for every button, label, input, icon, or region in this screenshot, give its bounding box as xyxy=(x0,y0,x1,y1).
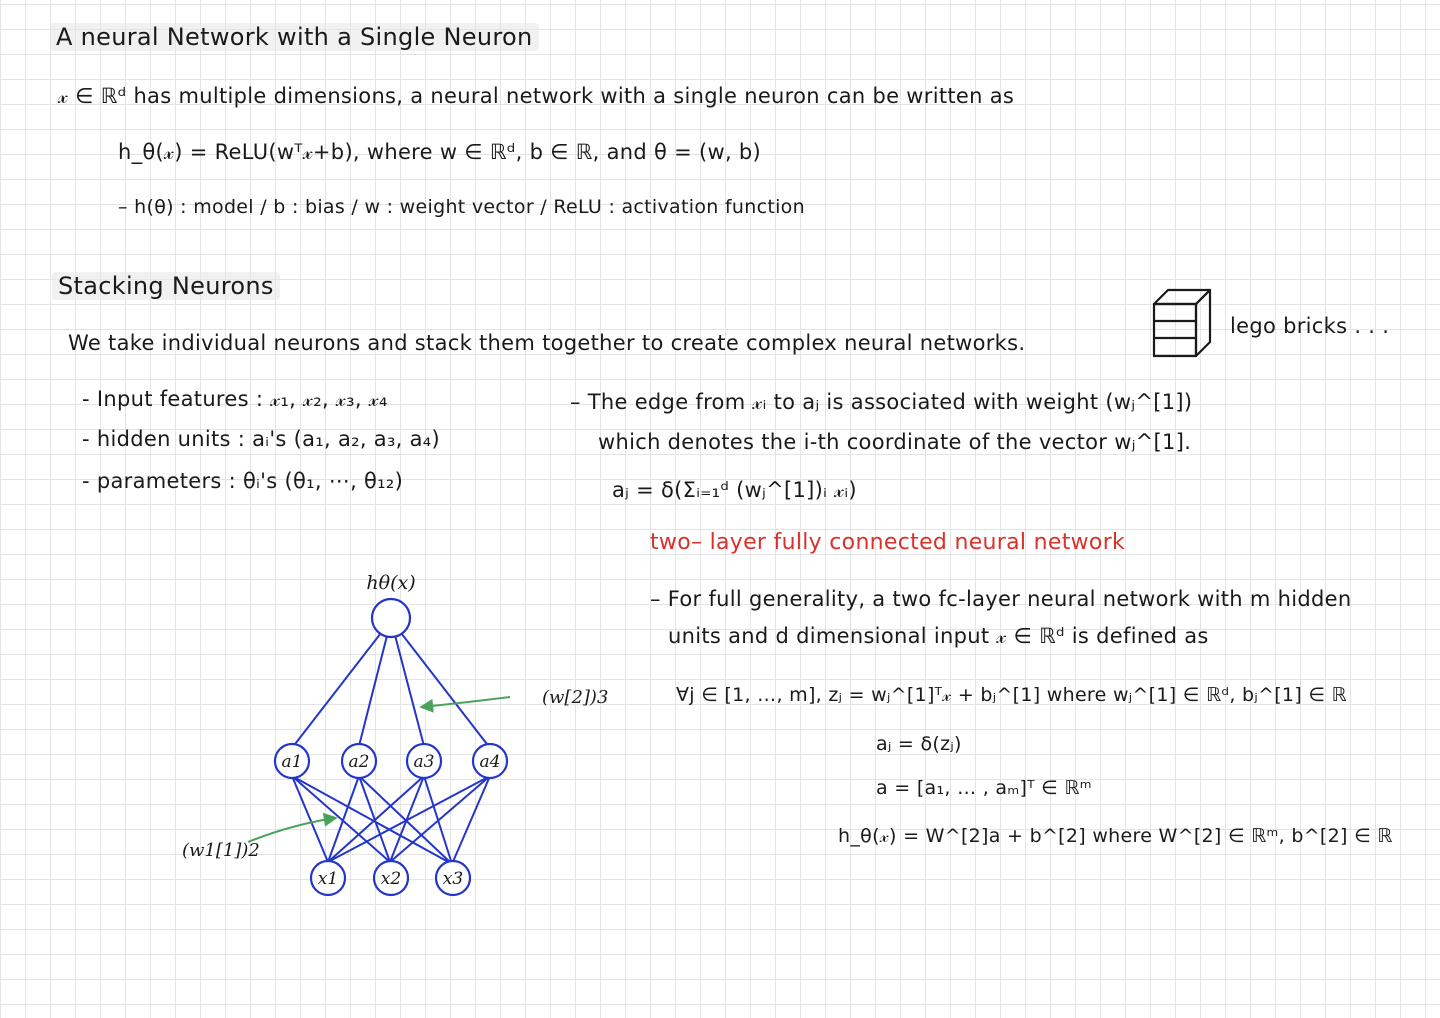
lego-bricks-icon xyxy=(1148,284,1228,364)
relu-formula: h_θ(𝓍) = ReLU(wᵀ𝓍+b), where w ∈ ℝᵈ, b ∈ ℝ, and θ = (w, b) xyxy=(118,140,762,164)
hidden-label-a3: a3 xyxy=(413,752,435,772)
hidden-label-a2: a2 xyxy=(348,752,370,772)
edge-weight-line-2: which denotes the i-th coordinate of the vector wⱼ^[1]. xyxy=(598,430,1192,454)
equation-z: ∀j ∈ [1, …, m], zⱼ = wⱼ^[1]ᵀ𝓍 + bⱼ^[1] where wⱼ^[1] ∈ ℝᵈ, bⱼ^[1] ∈ ℝ xyxy=(676,684,1347,706)
output-weight-arrow-icon xyxy=(422,697,510,707)
edge-output-a4 xyxy=(391,620,490,748)
input-weight-label: (w1[1])2 xyxy=(182,840,260,861)
hidden-label-a4: a4 xyxy=(479,752,501,772)
section-heading-single-neuron: A neural Network with a Single Neuron xyxy=(50,23,539,51)
generality-line-1: – For full generality, a two fc-layer neural network with m hidden xyxy=(650,587,1352,611)
output-node xyxy=(372,599,410,637)
input-weight-arrow-icon xyxy=(248,818,335,842)
edge-weight-line-1: – The edge from 𝓍ᵢ to aⱼ is associated with weight (wⱼ^[1]) xyxy=(570,390,1193,414)
generality-line-2: units and d dimensional input 𝓍 ∈ ℝᵈ is defined as xyxy=(668,624,1209,648)
symbol-legend: – h(θ) : model / b : bias / w : weight vector / ReLU : activation function xyxy=(118,196,805,218)
section-heading-stacking-neurons: Stacking Neurons xyxy=(52,272,280,300)
two-layer-network-title: two– layer fully connected neural network xyxy=(650,530,1126,555)
bullet-input-features: - Input features : 𝓍₁, 𝓍₂, 𝓍₃, 𝓍₄ xyxy=(82,387,388,411)
equation-a-vector: a = [a₁, … , aₘ]ᵀ ∈ ℝᵐ xyxy=(876,777,1092,799)
input-label-x1: x1 xyxy=(317,869,339,889)
edge-output-a2 xyxy=(359,620,391,746)
input-label-x2: x2 xyxy=(380,869,402,889)
network-diagram xyxy=(110,560,730,1000)
equation-a-j: aⱼ = δ(zⱼ) xyxy=(876,733,962,755)
output-weight-label: (w[2])3 xyxy=(542,687,609,708)
edge-a4-x3 xyxy=(452,776,490,864)
intro-line: 𝓍 ∈ ℝᵈ has multiple dimensions, a neural network with a single neuron can be written as xyxy=(58,84,1015,108)
output-label: hθ(x) xyxy=(366,572,416,594)
lego-bricks-label: lego bricks . . . xyxy=(1230,314,1390,338)
stacking-intro: We take individual neurons and stack them together to create complex neural networks. xyxy=(68,331,1026,355)
bullet-parameters: - parameters : θᵢ's (θ₁, ⋯, θ₁₂) xyxy=(82,469,404,493)
bullet-hidden-units: - hidden units : aᵢ's (a₁, a₂, a₃, a₄) xyxy=(82,427,441,451)
hidden-label-a1: a1 xyxy=(281,752,303,772)
edge-output-a1 xyxy=(292,620,391,748)
input-label-x3: x3 xyxy=(442,869,464,889)
edge-a1-x1 xyxy=(292,776,328,862)
activation-sum-formula: aⱼ = δ(Σᵢ₌₁ᵈ (wⱼ^[1])ᵢ 𝓍ᵢ) xyxy=(612,478,857,502)
equation-h-output: h_θ(𝓍) = W^[2]a + b^[2] where W^[2] ∈ ℝᵐ, b^[2] ∈ ℝ xyxy=(838,825,1393,847)
edge-output-a3 xyxy=(391,620,424,746)
